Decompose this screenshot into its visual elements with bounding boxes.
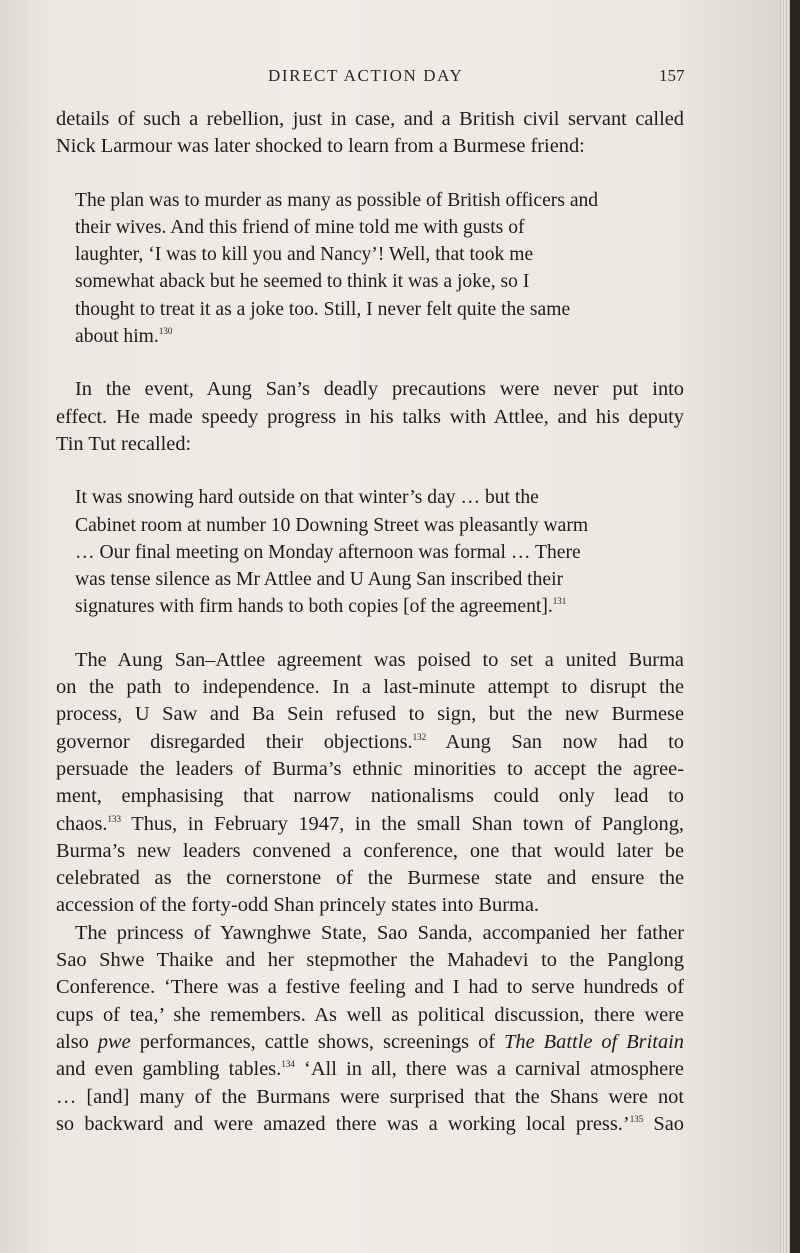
text-line: laughter, ‘I was to kill you and Nancy’! Well, that took me: [75, 244, 534, 266]
page-edge: [780, 0, 790, 1253]
text-line: about him.$^{130}$: [75, 326, 173, 348]
text-line: their wives. And this friend of mine told me with gusts of: [75, 216, 525, 238]
page-number: 157: [659, 66, 685, 85]
body-text: [56, 106, 684, 1138]
text-line: Nick Larmour was later shocked to learn from a Burmese friend:: [56, 135, 585, 158]
text-line: Conference. ‘There was a festive feeling and I had to serve hundreds of: [56, 976, 684, 999]
text-line: In the event, Aung San’s deadly precautions were never put into: [75, 378, 684, 401]
text-line: chaos.$^{133}$ Thus, in February 1947, in the small Shan town of Panglong,: [56, 812, 684, 835]
text-line: Sao Shwe Thaike and her stepmother the Mahadevi to the Panglong: [56, 949, 684, 972]
text-line: Cabinet room at number 10 Downing Street was pleasantly warm: [75, 514, 589, 536]
text-line: Tin Tut recalled:: [56, 432, 192, 455]
paragraph-2: [56, 376, 684, 458]
paragraph-1: [56, 106, 684, 161]
footnote-ref: 132: [412, 731, 427, 742]
text-line: cups of tea,’ she remembers. As well as political discussion, there were: [56, 1003, 684, 1026]
film-title: The Battle of Britain: [504, 1030, 685, 1053]
running-title: DIRECT ACTION DAY: [268, 66, 464, 85]
text-line: governor disregarded their objections.$^{132}$ Aung San now had to: [56, 730, 684, 753]
text-line: details of such a rebellion, just in case, and a British civil servant called: [56, 108, 684, 130]
text-line: was tense silence as Mr Attlee and U Aung San inscribed their: [75, 569, 564, 591]
text-line: on the path to independence. In a last-minute attempt to disrupt the: [56, 676, 684, 699]
block-quote-2: [56, 484, 665, 620]
text-line: somewhat aback but he seemed to think it was a joke, so I: [75, 271, 530, 293]
text-line: celebrated as the cornerstone of the Burmese state and ensure the: [56, 867, 684, 890]
text-line: Burma’s new leaders convened a conference, one that would later be: [56, 839, 684, 862]
text-line: ment, emphasising that narrow nationalisms could only lead to: [56, 785, 684, 808]
text-line: effect. He made speedy progress in his talks with Attlee, and his deputy: [56, 405, 684, 428]
footnote-ref: 131: [552, 596, 567, 607]
text-line: signatures with firm hands to both copies [of the agreement].$^{131}$: [75, 596, 567, 618]
footnote-ref: 133: [107, 813, 122, 824]
block-quote-1: [56, 187, 665, 351]
text-line: … [and] many of the Burmans were surprised that the Shans were not: [56, 1085, 684, 1108]
text-line: thought to treat it as a joke too. Still, I never felt quite the same: [75, 298, 571, 320]
text-line: It was snowing hard outside on that winter’s day … but the: [75, 487, 539, 509]
footnote-ref: 135: [629, 1113, 644, 1124]
text-line: The Aung San–Attlee agreement was poised to set a united Burma: [75, 648, 684, 671]
footnote-ref: 134: [281, 1059, 295, 1070]
italic-term: pwe: [97, 1030, 131, 1053]
paragraph-4: [56, 920, 684, 1138]
text-line: so backward and were amazed there was a working local press.’$^{135}$ Sao: [56, 1112, 684, 1135]
footnote-ref: 130: [158, 326, 173, 337]
running-head: [0, 66, 790, 92]
text-line: accession of the forty-odd Shan princely states into Burma.: [56, 894, 540, 917]
text-line: persuade the leaders of Burma’s ethnic minorities to accept the agree-: [56, 757, 684, 780]
text-line: process, U Saw and Ba Sein refused to sign, but the new Burmese: [56, 703, 684, 726]
text-line: also pwe performances, cattle shows, screenings of The Battle of Britain: [56, 1030, 685, 1053]
text-line: … Our final meeting on Monday afternoon was formal … There: [75, 541, 581, 563]
text-line: and even gambling tables.$^{134}$ ‘All in all, there was a carnival atmosphere: [56, 1058, 684, 1081]
text-line: The plan was to murder as many as possible of British officers and: [75, 189, 599, 211]
paragraph-3: [56, 647, 684, 920]
text-line: The princess of Yawnghwe State, Sao Sanda, accompanied her father: [75, 921, 684, 944]
